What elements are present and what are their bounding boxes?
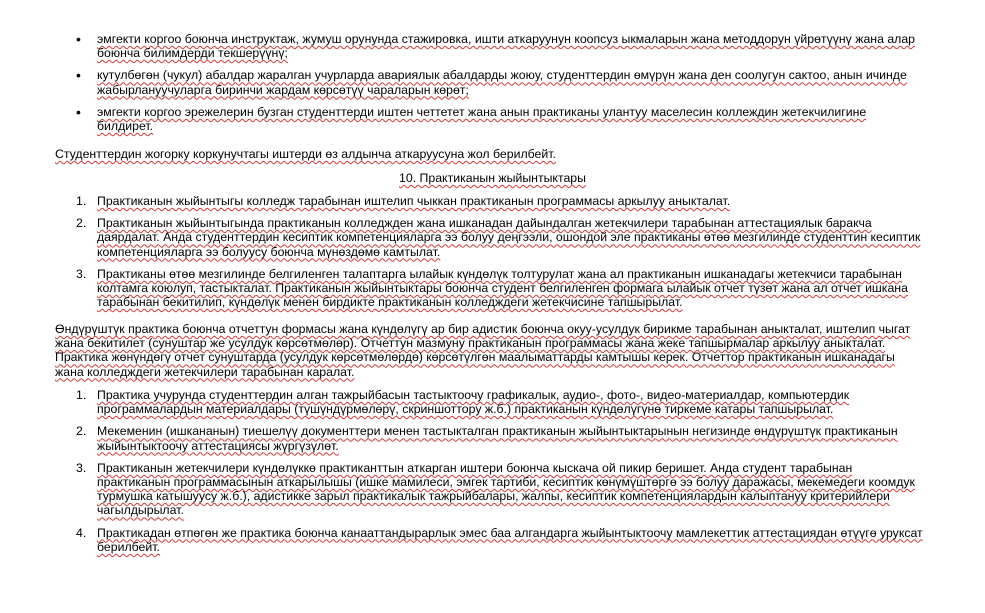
bullet-text: эмгекти коргоо боюнча инструктаж, жумуш орунунда стажировка, ишти аткаруунун коопсуз ыкмаларын жана методдорун үйрөтүүнү жана алар боюнча билимдерди текшерүүнү; — [97, 32, 916, 61]
paragraph — [55, 147, 925, 161]
item-text: Практиканын жыйынтыгы колледж тарабынан иштелип чыккан практиканын программасы аркылуу аныкталат. — [97, 194, 731, 208]
item-number: 2. — [76, 216, 87, 231]
bullet-item — [76, 105, 916, 133]
numbered-item — [76, 388, 926, 416]
item-number: 2. — [76, 424, 87, 439]
item-number: 4. — [76, 525, 87, 540]
item-number: 1. — [76, 194, 87, 208]
bullet-text: кутулбөгөн (чукул) абалдар жаралган учурларда авариялык абалдарды жоюу, студенттердин өмүрүн жана ден соолугун сактоо, анын ичинде жабырлануучуларга биринчи жардам көрсөтүү чараларын көрөт; — [97, 68, 907, 97]
numbered-item — [76, 267, 926, 310]
numbered-item — [76, 461, 926, 518]
item-number: 1. — [76, 388, 87, 402]
item-text: Практика учурунда студенттердин алган тажрыйбасын тастыктоочу графикалык, аудио-, фото-, видео-материалдар, компьютердик программалардын материалдары (түшүндүрмөлөрү, скриншоттору ж.б.) практиканын күндөлүгүнө тиркеме катары тапшырылат. — [97, 388, 850, 417]
item-text: Практиканы өтөө мезгилинде белгиленген талаптарга ылайык күндөлүк толтурулат жана ал практиканын ишканадагы жетекчиси тарабынан колтамга коюлуп, тастыкталат. Практиканын жыйынтыктары боюнча студент белгиленген формага ылайык отчет түзөт жана ал отчет ишкана тарабынан бекитилип, күндөлүк менен бирдикте практиканын колледждеги жетекчисине тапшырылат. — [97, 266, 908, 310]
section-heading-text: 10. Практиканын жыйынтыктары — [399, 171, 586, 185]
item-text: Практикадан өтпөгөн же практика боюнча канааттандырарлык эмес баа алгандарга жыйынтыктоочу мамлекеттик аттестациядан өтүүгө уруксат берилбейт. — [97, 525, 923, 554]
item-text: Практиканын жыйынтыгында практиканын колледжден жана ишканадан дайындалган жетекчилери тарабынан аттестациялык баракча даярдалат. Анда студенттердин кесиптик компетенцияларга ээ болуу деңгээли, ошондой эле практиканы өтөө мезгилинде студенттин кесиптик компетенцияларга ээ болуусу боюнча мүнөздөмө камтылат. — [97, 216, 921, 259]
item-number: 3. — [76, 460, 87, 475]
results-numbered-list — [76, 194, 926, 317]
bullet-text: эмгекти коргоо эрежелерин бузган студенттерди иштен четтетет жана анын практиканы улантуу маселесин коллеждин жетекчилигине билдирет. — [97, 104, 867, 134]
section-heading — [0, 171, 985, 185]
safety-bullet-list — [76, 32, 916, 141]
item-number: 3. — [76, 266, 87, 281]
item-text: Мекеменин (ишкананын) тиешелүү документтери менен тастыкталган практиканын жыйынтыктарынын негизинде өндүрүштүк практиканын жыйынтыктоочу аттестациясы жүргүзүлөт. — [97, 424, 898, 453]
item-text: Практиканын жетекчилери күндөлүккө практиканттын аткарган иштери боюнча кыскача ой пикир беришет. Анда студент тарабынан практиканын программасынын аткарылышы (ишке мамилеси, эмгек тартиби, кесиптик көнүмүштөргө ээ болуу даражасы, мекемедеги коомдук турмушка катышуусу ж.б.), адистикке зарыл практикалык тажрыйбалары, жалпы, кесиптик компетенциялардын калыптануу критерийлери чагылдырылат. — [97, 460, 915, 518]
numbered-item — [76, 194, 926, 208]
paragraph — [55, 322, 925, 379]
paragraph-text: Студенттердин жогорку коркунучтагы иштерди өз алдынча аткаруусуна жол берилбейт. — [55, 147, 556, 161]
numbered-item — [76, 216, 926, 259]
report-numbered-list — [76, 388, 926, 562]
bullet-item — [76, 68, 916, 96]
bullet-item — [76, 32, 916, 60]
numbered-item — [76, 424, 926, 452]
numbered-item — [76, 526, 926, 554]
paragraph-text: Өндүрүштүк практика боюнча отчеттун формасы жана күндөлүгү ар бир адистик боюнча окуу-усулдук бирикме тарабынан аныкталат, иштелип чыгат жана бекитилет (сунуштар же усулдук көрсөтмөлөр). Отчеттун мазмуну практиканын программасы жана жеке тапшырмалар аркылуу аныкталат. Практика жөнүндөгү отчет сунуштарда (усулдук көрсөтмөлөрдө) көрсөтүлгөн маалыматтарды камтышы керек. Отчеттор практиканын ишканадагы жана колледждеги жетекчилери тарабынан каралат. — [55, 322, 911, 379]
